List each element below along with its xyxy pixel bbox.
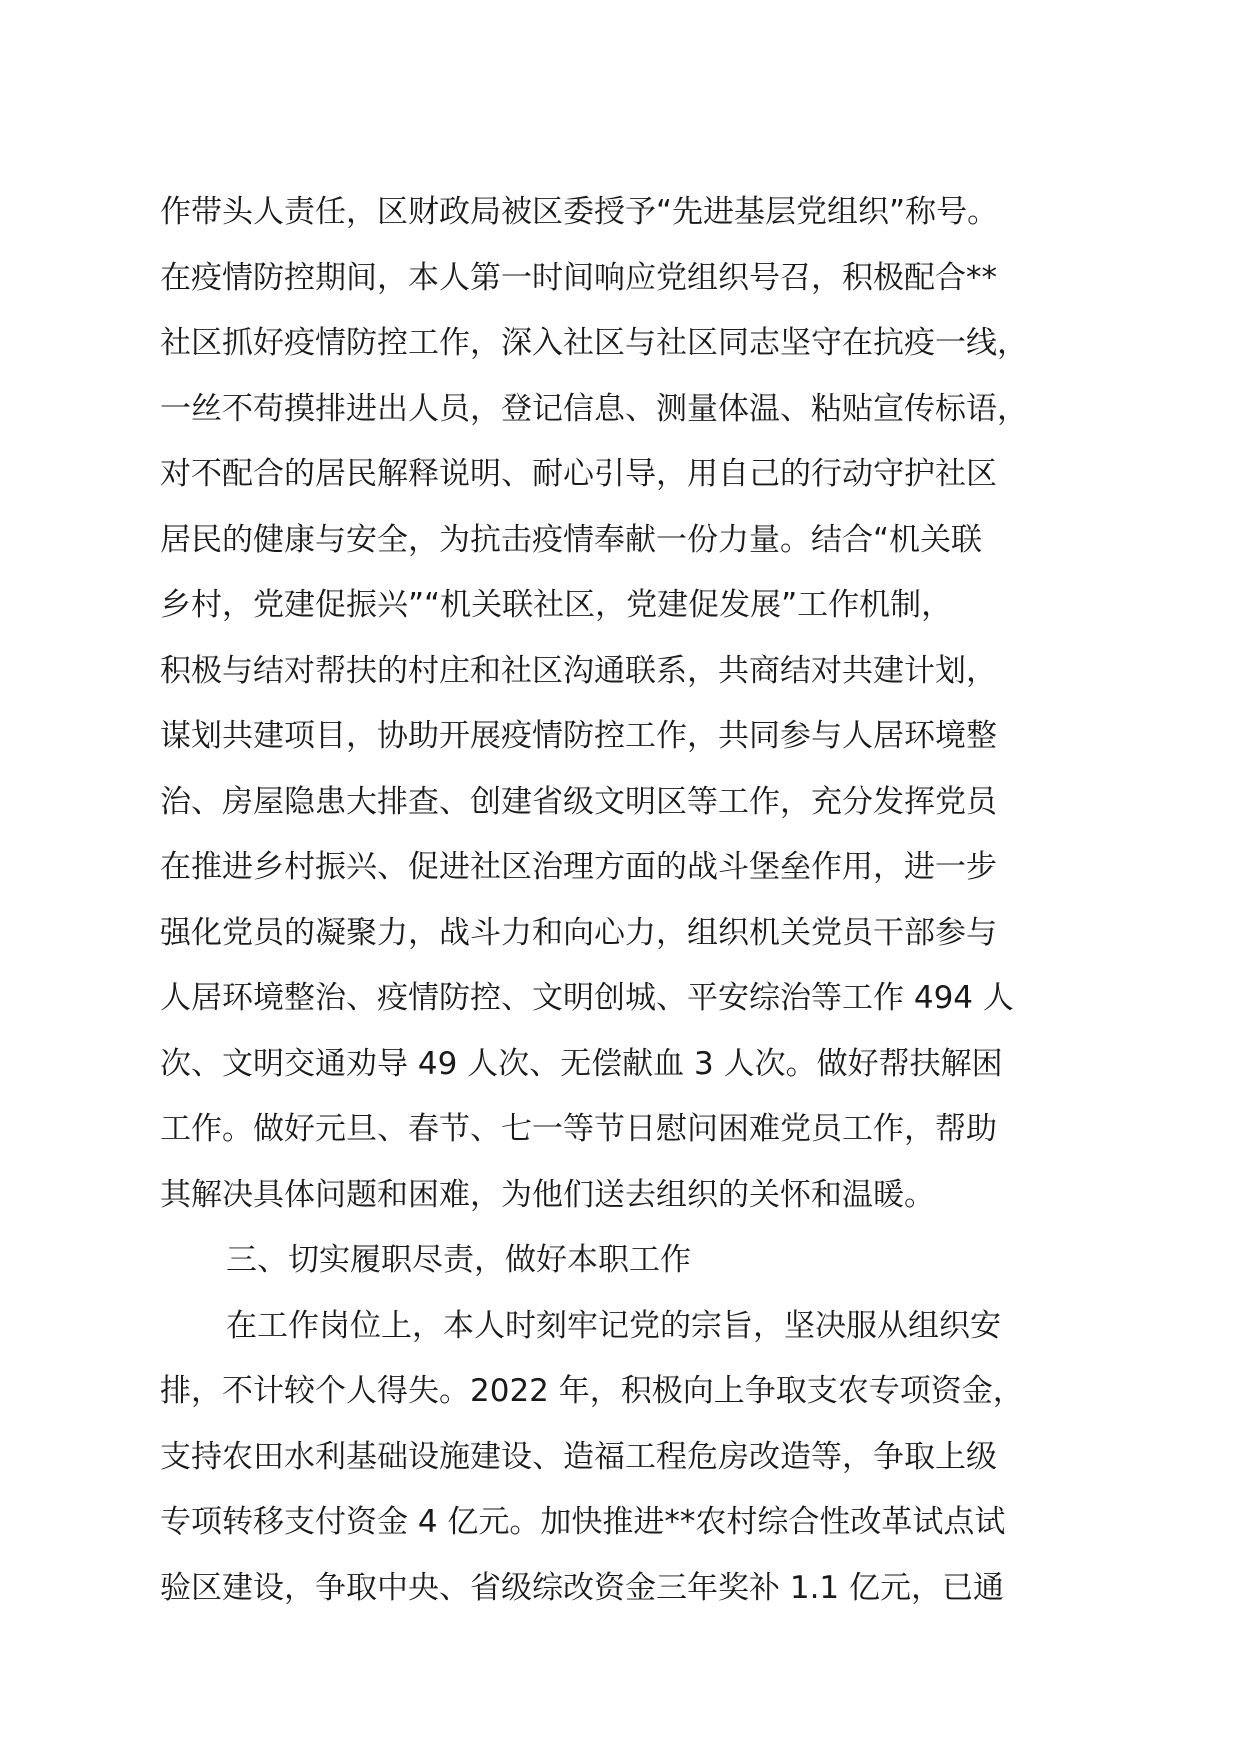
- text-line: 谋划共建项目，协助开展疫情防控工作，共同参与人居环境整: [160, 718, 997, 754]
- text-line: 人居环境整治、疫情防控、文明创城、平安综治等工作 494 人: [160, 980, 1014, 1016]
- text-line: 作带头人责任，区财政局被区委授予“先进基层党组织”称号。: [160, 194, 999, 230]
- text-line: 在工作岗位上，本人时刻牢记党的宗旨，坚决服从组织安: [226, 1307, 1001, 1344]
- text-line: 居民的健康与安全，为抗击疫情奉献一份力量。结合“机关联: [160, 521, 983, 558]
- text-line: 乡村，党建促振兴”“机关联社区，党建促发展”工作机制，: [160, 587, 953, 623]
- text-line: 社区抓好疫情防控工作，深入社区与社区同志坚守在抗疫一线，: [160, 325, 1028, 361]
- section-heading: 三、切实履职尽责，做好本职工作: [226, 1242, 691, 1278]
- text-line: 其解决具体问题和困难，为他们送去组织的关怀和温暖。: [160, 1176, 935, 1213]
- text-line: 积极与结对帮扶的村庄和社区沟通联系，共商结对共建计划，: [160, 652, 997, 689]
- text-line: 在推进乡村振兴、促进社区治理方面的战斗堡垒作用，进一步: [160, 849, 997, 885]
- text-line: 验区建设，争取中央、省级综改资金三年奖补 1.1 亿元，已通: [160, 1569, 1005, 1606]
- text-line: 在疫情防控期间，本人第一时间响应党组织号召，积极配合**: [160, 259, 997, 296]
- text-line: 专项转移支付资金 4 亿元。加快推进**农村综合性改革试点试: [160, 1504, 1006, 1540]
- text-line: 工作。做好元旦、春节、七一等节日慰问困难党员工作，帮助: [160, 1111, 997, 1147]
- text-line: 强化党员的凝聚力，战斗力和向心力，组织机关党员干部参与: [160, 914, 997, 951]
- text-line: 一丝不苟摸排进出人员，登记信息、测量体温、粘贴宣传标语，: [160, 390, 1028, 427]
- body-text: [160, 180, 1090, 1621]
- text-line: 对不配合的居民解释说明、耐心引导，用自己的行动守护社区: [160, 456, 997, 492]
- text-line: 次、文明交通劝导 49 人次、无偿献血 3 人次。做好帮扶解困: [160, 1045, 1003, 1082]
- text-line: 排，不计较个人得失。2022 年，积极向上争取支农专项资金，: [160, 1373, 1024, 1409]
- text-line: 支持农田水利基础设施建设、造福工程危房改造等，争取上级: [160, 1438, 997, 1475]
- text-line: 治、房屋隐患大排查、创建省级文明区等工作，充分发挥党员: [160, 783, 997, 820]
